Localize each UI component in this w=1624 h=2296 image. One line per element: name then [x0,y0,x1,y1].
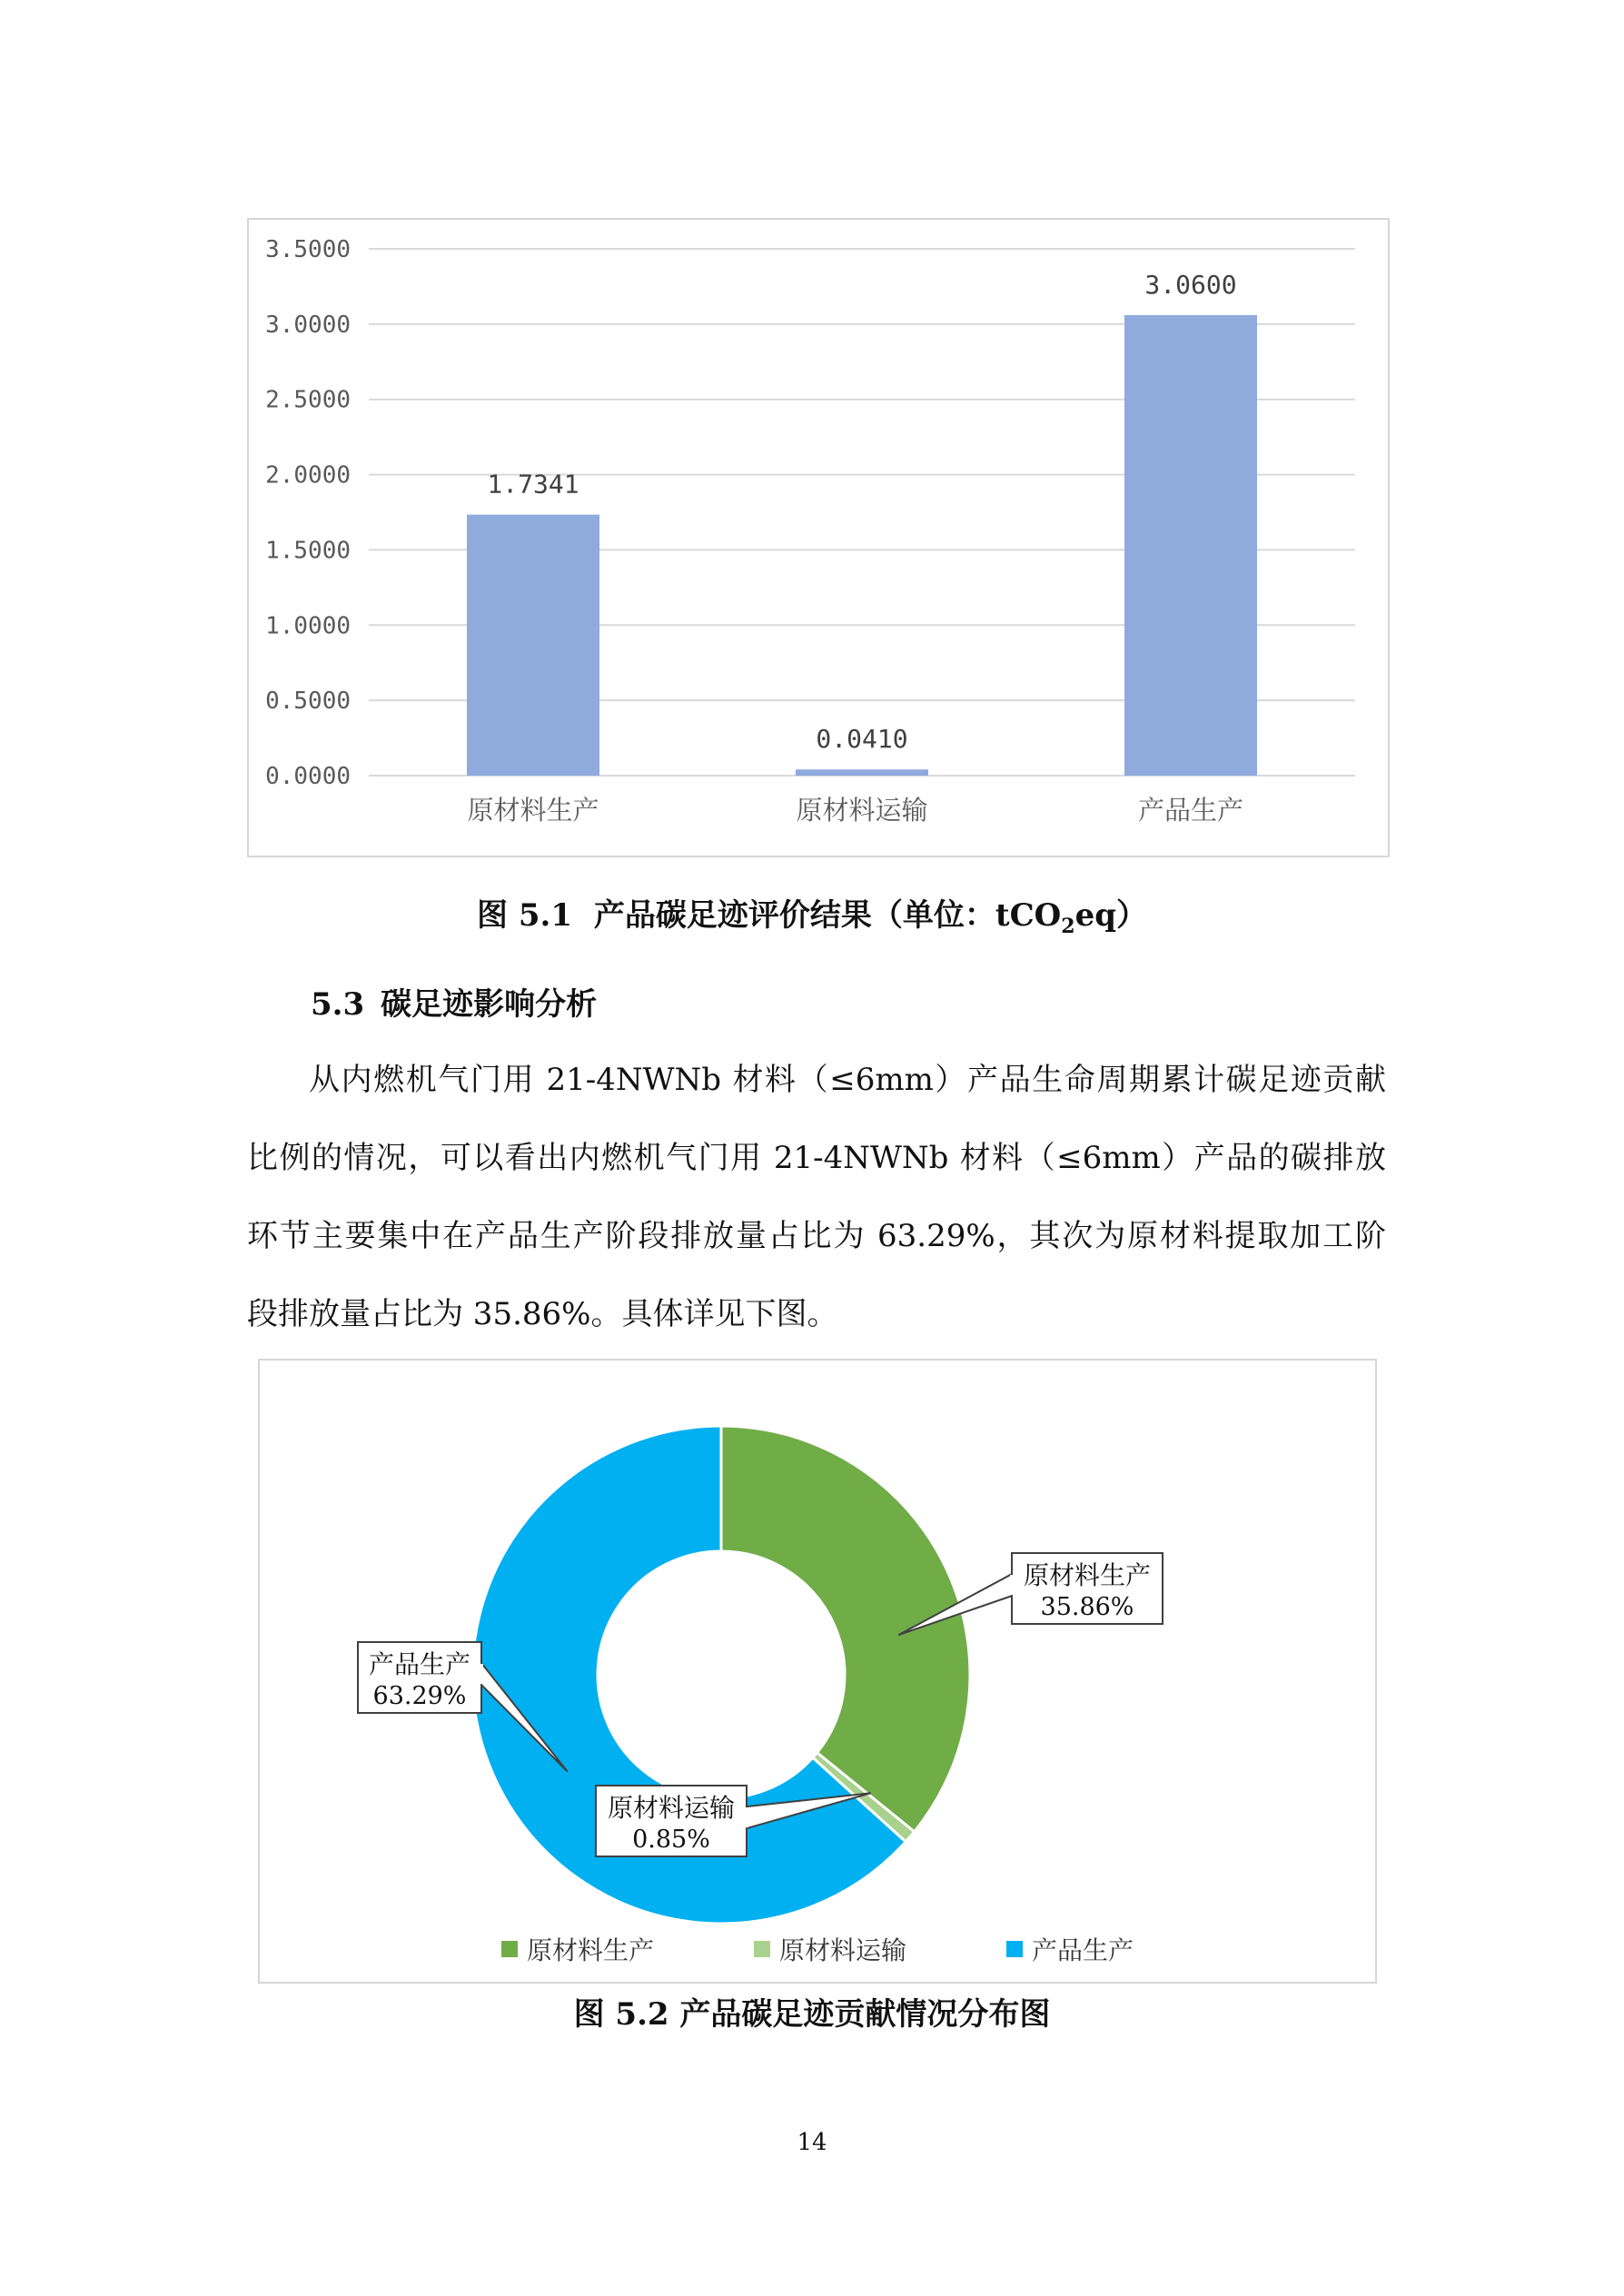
x-tick-label: 产品生产 [1137,795,1244,826]
legend-item: 产品生产 [1006,1931,1134,1967]
body-paragraph [247,1041,1386,1353]
bar-value-label: 3.0600 [1144,269,1237,300]
section-heading: 5.3 碳足迹影响分析 [311,986,598,1023]
page-number: 14 [797,2129,827,2156]
paragraph-line: 段排放量占比为 35.86%。具体详见下图。 [247,1296,838,1332]
y-tick-label: 2.5000 [265,386,351,414]
donut-chart-svg [260,1361,1375,1924]
paragraph-line: 比例的情况，可以看出内燃机气门用 21-4NWNb 材料（≤6mm）产品的碳排放 [247,1140,1386,1176]
y-tick-label: 3.5000 [265,236,351,263]
callout-joint [1010,1575,1014,1595]
y-tick-label: 0.0000 [265,763,351,790]
callout-value: 0.85% [632,1826,710,1854]
bar-chart-svg [249,220,1388,856]
y-tick-label: 1.5000 [265,537,351,565]
bar-chart-figure [247,218,1390,857]
callout-joint [480,1664,483,1684]
y-tick-label: 1.0000 [265,612,351,640]
donut-chart-figure [258,1359,1377,1984]
paragraph-line: 环节主要集中在产品生产阶段排放量占比为 63.29%，其次为原材料提取加工阶 [247,1218,1386,1254]
callout-label: 原材料运输 [607,1793,736,1823]
donut-slice [721,1426,970,1832]
legend-item: 原材料生产 [501,1931,654,1967]
callout-value: 63.29% [372,1682,467,1710]
donut-legend [260,1931,1375,1967]
y-tick-label: 3.0000 [265,311,351,339]
bar-value-label: 0.0410 [816,724,908,755]
callout-joint [745,1807,748,1827]
callout-label: 产品生产 [368,1649,471,1679]
bar [1124,315,1257,776]
bar [796,769,928,776]
y-tick-label: 2.0000 [265,461,351,490]
legend-swatch [501,1941,518,1957]
x-tick-label: 原材料生产 [467,795,599,826]
callout-value: 35.86% [1040,1593,1134,1621]
legend-item: 原材料运输 [754,1931,906,1967]
legend-swatch [1006,1941,1023,1957]
y-tick-label: 0.5000 [265,688,351,716]
bar [467,515,599,776]
figure-1-caption: 图 5.1 产品碳足迹评价结果（单位：tCO$_2$eq） [477,897,1147,938]
x-tick-label: 原材料运输 [796,795,928,826]
paragraph-line: 从内燃机气门用 21-4NWNb 材料（≤6mm）产品生命周期累计碳足迹贡献 [309,1062,1386,1098]
callout-label: 原材料生产 [1023,1560,1152,1590]
bar-value-label: 1.7341 [487,469,579,500]
figure-2-caption: 图 5.2 产品碳足迹贡献情况分布图 [573,1996,1051,2033]
legend-swatch [754,1941,770,1957]
